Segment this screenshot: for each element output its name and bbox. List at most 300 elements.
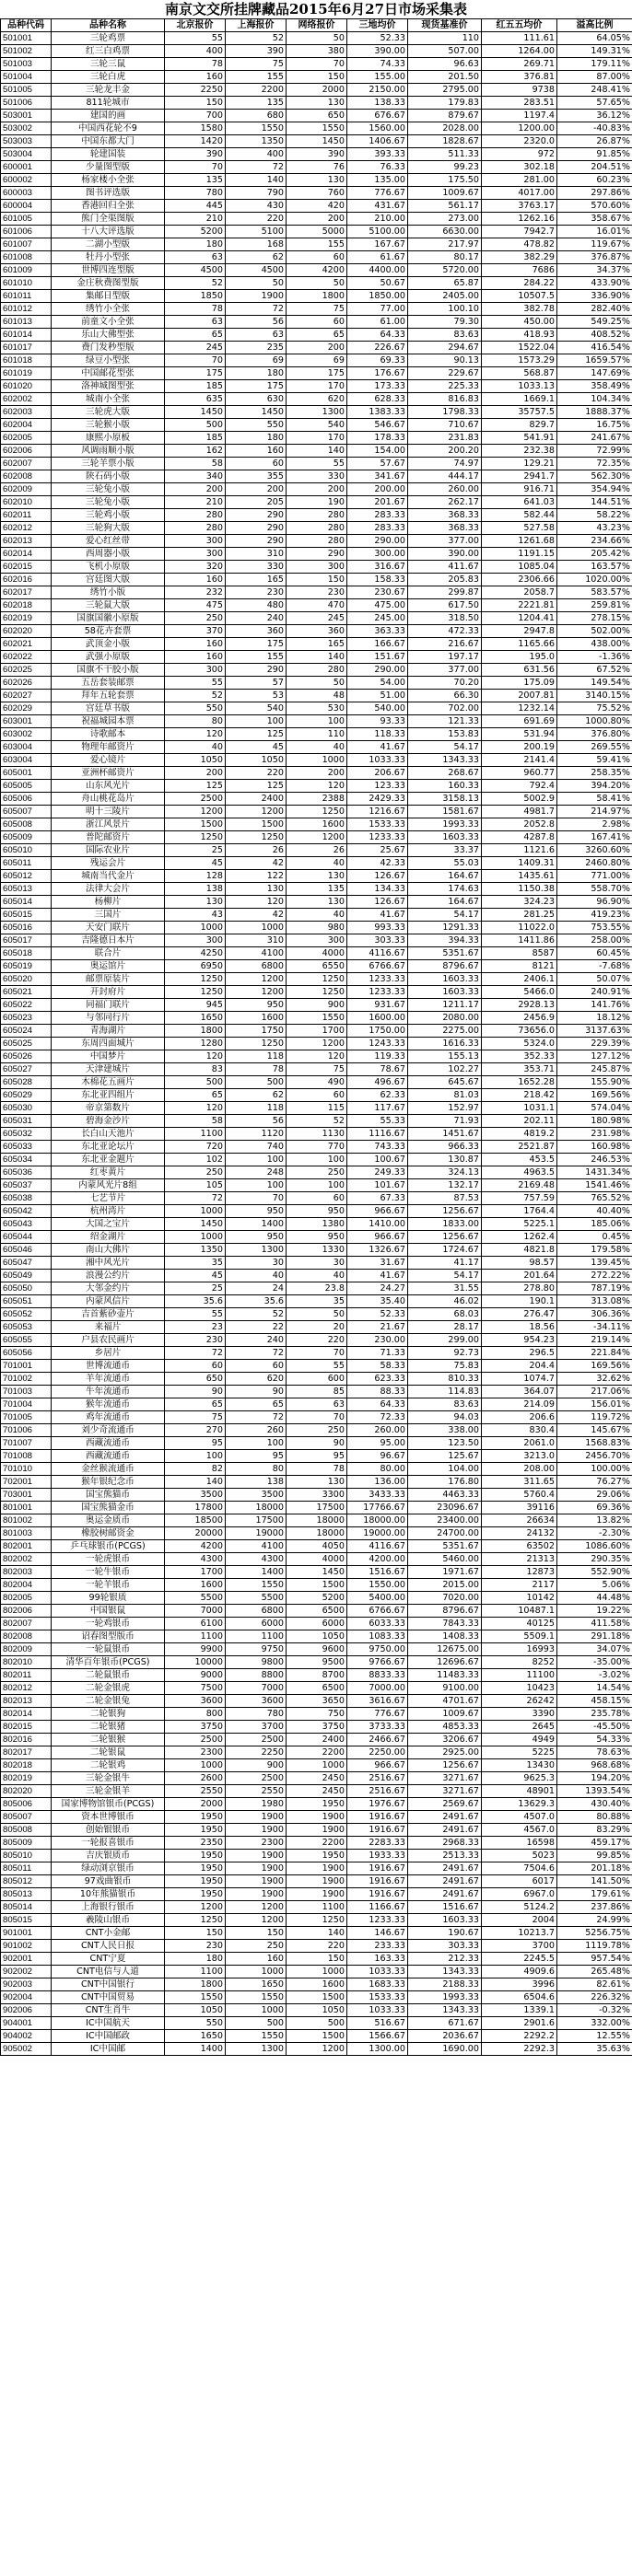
table-row xyxy=(1,1991,632,2004)
cell-code: 601011 xyxy=(1,290,52,303)
cell-code: 805009 xyxy=(1,1837,52,1850)
cell-shanghai: 260 xyxy=(226,1424,287,1437)
cell-beijing: 550 xyxy=(165,702,226,715)
cell-premium: 1568.83% xyxy=(557,1437,632,1450)
table-row xyxy=(1,1115,632,1128)
cell-code: 602004 xyxy=(1,419,52,432)
cell-code: 701008 xyxy=(1,1450,52,1463)
cell-premium: 76.27% xyxy=(557,1476,632,1489)
cell-premium: 549.25% xyxy=(557,316,632,329)
cell-avg: 1976.67 xyxy=(347,1798,408,1811)
cell-beijing: 23 xyxy=(165,1321,226,1334)
cell-beijing: 1250 xyxy=(165,831,226,844)
cell-base: 132.17 xyxy=(408,1179,482,1192)
cell-beijing: 150 xyxy=(165,1927,226,1940)
cell-premium: 2.98% xyxy=(557,818,632,831)
cell-5day: 26634 xyxy=(482,1514,557,1527)
cell-name: 香港回归全张 xyxy=(52,200,165,213)
cell-online: 55 xyxy=(287,1360,347,1373)
cell-5day: 1197.4 xyxy=(482,110,557,122)
cell-premium: 204.51% xyxy=(557,161,632,174)
cell-premium: 44.48% xyxy=(557,1592,632,1605)
cell-premium: -0.32% xyxy=(557,2004,632,2017)
cell-shanghai: 2250 xyxy=(226,1746,287,1759)
cell-online: 1050 xyxy=(287,2004,347,2017)
table-row xyxy=(1,58,632,71)
cell-online: 120 xyxy=(287,1050,347,1063)
cell-online: 1500 xyxy=(287,1579,347,1592)
cell-name: 熊门全渠图版 xyxy=(52,213,165,226)
table-row xyxy=(1,960,632,973)
cell-online: 52 xyxy=(287,1115,347,1128)
cell-avg: 2283.33 xyxy=(347,1837,408,1850)
table-row xyxy=(1,1837,632,1850)
cell-premium: 147.69% xyxy=(557,367,632,380)
cell-shanghai: 220 xyxy=(226,213,287,226)
cell-code: 501005 xyxy=(1,84,52,97)
cell-beijing: 135 xyxy=(165,174,226,187)
cell-avg: 151.67 xyxy=(347,651,408,664)
table-row xyxy=(1,1295,632,1308)
cell-online: 3750 xyxy=(287,1721,347,1734)
cell-avg: 2516.67 xyxy=(347,1772,408,1785)
cell-5day: 39116 xyxy=(482,1502,557,1514)
cell-avg: 8833.33 xyxy=(347,1669,408,1682)
cell-online: 1600 xyxy=(287,818,347,831)
cell-online: 1250 xyxy=(287,806,347,818)
cell-shanghai: 35.6 xyxy=(226,1295,287,1308)
cell-name: 武强小原版 xyxy=(52,651,165,664)
cell-name: CNT人民日报 xyxy=(52,1940,165,1953)
cell-avg: 118.33 xyxy=(347,728,408,741)
cell-code: 605008 xyxy=(1,818,52,831)
cell-base: 2925.00 xyxy=(408,1746,482,1759)
cell-name: 绣竹小版 xyxy=(52,586,165,599)
cell-shanghai: 57 xyxy=(226,677,287,690)
cell-premium: 1888.37% xyxy=(557,406,632,419)
cell-avg: 62.33 xyxy=(347,1089,408,1102)
table-row xyxy=(1,1205,632,1218)
table-row xyxy=(1,1050,632,1063)
cell-avg: 126.67 xyxy=(347,896,408,909)
cell-5day: 7504.6 xyxy=(482,1862,557,1875)
cell-name: 城南当代金片 xyxy=(52,870,165,883)
cell-code: 701005 xyxy=(1,1411,52,1424)
table-row xyxy=(1,1759,632,1772)
cell-avg: 57.67 xyxy=(347,458,408,470)
cell-code: 605032 xyxy=(1,1128,52,1141)
cell-name: 西藏流通币 xyxy=(52,1450,165,1463)
cell-code: 605030 xyxy=(1,1102,52,1115)
cell-5day: 5324.0 xyxy=(482,1038,557,1050)
cell-5day: 527.58 xyxy=(482,522,557,535)
table-row xyxy=(1,1798,632,1811)
cell-beijing: 70 xyxy=(165,161,226,174)
cell-beijing: 1450 xyxy=(165,1218,226,1231)
cell-base: 216.67 xyxy=(408,638,482,651)
cell-shanghai: 5500 xyxy=(226,1592,287,1605)
cell-base: 114.83 xyxy=(408,1386,482,1398)
cell-base: 810.33 xyxy=(408,1373,482,1386)
cell-name: 开封府片 xyxy=(52,986,165,999)
cell-avg: 101.67 xyxy=(347,1179,408,1192)
cell-premium: 78.63% xyxy=(557,1746,632,1759)
cell-shanghai: 1400 xyxy=(226,1566,287,1579)
cell-base: 153.83 xyxy=(408,728,482,741)
cell-premium: -3.02% xyxy=(557,1669,632,1682)
cell-shanghai: 125 xyxy=(226,780,287,793)
cell-premium: 141.50% xyxy=(557,1875,632,1888)
cell-beijing: 1000 xyxy=(165,1205,226,1218)
cell-beijing: 300 xyxy=(165,934,226,947)
cell-5day: 5002.9 xyxy=(482,793,557,806)
cell-avg: 135.00 xyxy=(347,174,408,187)
cell-shanghai: 42 xyxy=(226,909,287,922)
cell-base: 1724.67 xyxy=(408,1244,482,1257)
cell-beijing: 185 xyxy=(165,380,226,393)
cell-code: 605016 xyxy=(1,922,52,934)
cell-shanghai: 1900 xyxy=(226,1862,287,1875)
cell-shanghai: 250 xyxy=(226,1940,287,1953)
sheet-title: 南京文交所挂牌藏品2015年6月27日市场采集表 xyxy=(164,1,468,17)
cell-shanghai: 950 xyxy=(226,1205,287,1218)
cell-shanghai: 5100 xyxy=(226,226,287,238)
cell-5day: 1262.4 xyxy=(482,1231,557,1244)
cell-online: 1800 xyxy=(287,290,347,303)
cell-online: 900 xyxy=(287,999,347,1012)
cell-base: 9100.00 xyxy=(408,1682,482,1695)
cell-code: 902002 xyxy=(1,1966,52,1978)
table-row xyxy=(1,496,632,509)
cell-name: 三轮虎大版 xyxy=(52,406,165,419)
cell-avg: 61.00 xyxy=(347,316,408,329)
cell-base: 1828.67 xyxy=(408,135,482,148)
cell-shanghai: 310 xyxy=(226,548,287,561)
cell-avg: 78.67 xyxy=(347,1063,408,1076)
cell-online: 250 xyxy=(287,1424,347,1437)
cell-avg: 54.00 xyxy=(347,677,408,690)
cell-premium: 753.55% xyxy=(557,922,632,934)
cell-beijing: 2500 xyxy=(165,793,226,806)
cell-premium: 36.12% xyxy=(557,110,632,122)
cell-beijing: 635 xyxy=(165,393,226,406)
cell-beijing: 138 xyxy=(165,883,226,896)
cell-code: 802010 xyxy=(1,1656,52,1669)
cell-code: 602027 xyxy=(1,690,52,702)
cell-base: 2491.67 xyxy=(408,1875,482,1888)
cell-avg: 776.67 xyxy=(347,1708,408,1721)
cell-shanghai: 290 xyxy=(226,522,287,535)
cell-code: 600004 xyxy=(1,200,52,213)
cell-premium: 96.90% xyxy=(557,896,632,909)
cell-code: 603004 xyxy=(1,754,52,767)
cell-shanghai: 390 xyxy=(226,45,287,58)
table-row xyxy=(1,1038,632,1050)
cell-avg: 230.67 xyxy=(347,586,408,599)
cell-base: 81.03 xyxy=(408,1089,482,1102)
cell-base: 2491.67 xyxy=(408,1888,482,1901)
cell-premium: 235.78% xyxy=(557,1708,632,1721)
cell-premium: 358.49% xyxy=(557,380,632,393)
cell-avg: 35.40 xyxy=(347,1295,408,1308)
cell-shanghai: 1120 xyxy=(226,1128,287,1141)
cell-avg: 5100.00 xyxy=(347,226,408,238)
cell-name: CNT电信与人道 xyxy=(52,1966,165,1978)
cell-online: 470 xyxy=(287,599,347,612)
cell-online: 63 xyxy=(287,1398,347,1411)
cell-shanghai: 240 xyxy=(226,1334,287,1347)
table-row xyxy=(1,1579,632,1592)
cell-premium: 332.00% xyxy=(557,2017,632,2030)
cell-beijing: 280 xyxy=(165,509,226,522)
cell-shanghai: 17500 xyxy=(226,1514,287,1527)
cell-online: 620 xyxy=(287,393,347,406)
cell-avg: 166.67 xyxy=(347,638,408,651)
cell-base: 4853.33 xyxy=(408,1721,482,1734)
cell-5day: 10487.1 xyxy=(482,1605,557,1618)
cell-beijing: 18500 xyxy=(165,1514,226,1527)
table-row xyxy=(1,419,632,432)
cell-shanghai: 45 xyxy=(226,741,287,754)
cell-5day: 218.42 xyxy=(482,1089,557,1102)
cell-beijing: 500 xyxy=(165,419,226,432)
cell-beijing: 160 xyxy=(165,71,226,84)
cell-online: 760 xyxy=(287,187,347,200)
cell-online: 50 xyxy=(287,277,347,290)
cell-online: 95 xyxy=(287,1450,347,1463)
cell-name: 内蒙风光片8组 xyxy=(52,1179,165,1192)
cell-avg: 1300.00 xyxy=(347,2043,408,2056)
cell-5day: 631.56 xyxy=(482,664,557,677)
cell-shanghai: 138 xyxy=(226,1476,287,1489)
cell-code: 802017 xyxy=(1,1746,52,1759)
cell-online: 175 xyxy=(287,367,347,380)
cell-shanghai: 72 xyxy=(226,303,287,316)
cell-5day: 972 xyxy=(482,148,557,161)
cell-premium: 290.35% xyxy=(557,1553,632,1566)
cell-5day: 757.59 xyxy=(482,1192,557,1205)
cell-5day: 190.1 xyxy=(482,1295,557,1308)
cell-base: 164.67 xyxy=(408,896,482,909)
table-row xyxy=(1,264,632,277)
cell-base: 702.00 xyxy=(408,702,482,715)
cell-shanghai: 7000 xyxy=(226,1682,287,1695)
cell-avg: 136.00 xyxy=(347,1476,408,1489)
table-row xyxy=(1,393,632,406)
cell-5day: 63502 xyxy=(482,1540,557,1553)
cell-beijing: 72 xyxy=(165,1347,226,1360)
cell-premium: 72.99% xyxy=(557,445,632,458)
cell-premium: 57.65% xyxy=(557,97,632,110)
cell-shanghai: 80 xyxy=(226,1463,287,1476)
cell-name: 残运会片 xyxy=(52,857,165,870)
cell-code: 600002 xyxy=(1,174,52,187)
cell-shanghai: 740 xyxy=(226,1141,287,1154)
cell-premium: 1659.57% xyxy=(557,354,632,367)
cell-online: 250 xyxy=(287,1166,347,1179)
cell-name: 吉首紫砂壶片 xyxy=(52,1308,165,1321)
cell-code: 503003 xyxy=(1,135,52,148)
cell-code: 605001 xyxy=(1,767,52,780)
cell-shanghai: 2200 xyxy=(226,84,287,97)
cell-shanghai: 1550 xyxy=(226,122,287,135)
cell-code: 801003 xyxy=(1,1527,52,1540)
table-row xyxy=(1,1953,632,1966)
table-row xyxy=(1,1398,632,1411)
cell-name: 宫廷图大版 xyxy=(52,574,165,586)
cell-base: 54.17 xyxy=(408,909,482,922)
cell-shanghai: 120 xyxy=(226,896,287,909)
cell-5day: 830.4 xyxy=(482,1424,557,1437)
cell-name: 58花卉套票 xyxy=(52,625,165,638)
cell-base: 33.37 xyxy=(408,844,482,857)
cell-code: 602015 xyxy=(1,561,52,574)
cell-premium: 29.06% xyxy=(557,1489,632,1502)
cell-beijing: 230 xyxy=(165,1940,226,1953)
cell-beijing: 63 xyxy=(165,316,226,329)
cell-online: 9500 xyxy=(287,1656,347,1669)
cell-code: 602013 xyxy=(1,535,52,548)
cell-code: 805011 xyxy=(1,1862,52,1875)
cell-shanghai: 122 xyxy=(226,870,287,883)
cell-online: 23.8 xyxy=(287,1282,347,1295)
cell-online: 1700 xyxy=(287,1025,347,1038)
cell-base: 5460.00 xyxy=(408,1553,482,1566)
cell-5day: 16993 xyxy=(482,1643,557,1656)
cell-name: 十八大评选版 xyxy=(52,226,165,238)
cell-shanghai: 1900 xyxy=(226,1850,287,1862)
cell-shanghai: 175 xyxy=(226,380,287,393)
cell-5day: 1204.41 xyxy=(482,612,557,625)
cell-5day: 641.03 xyxy=(482,496,557,509)
cell-online: 420 xyxy=(287,200,347,213)
cell-5day: 2947.8 xyxy=(482,625,557,638)
cell-code: 801002 xyxy=(1,1514,52,1527)
cell-shanghai: 500 xyxy=(226,2017,287,2030)
cell-avg: 1560.00 xyxy=(347,122,408,135)
cell-name: CNT宁夏 xyxy=(52,1953,165,1966)
cell-shanghai: 1980 xyxy=(226,1798,287,1811)
header-avg: 三地均价 xyxy=(347,19,408,32)
cell-avg: 9750.00 xyxy=(347,1643,408,1656)
cell-5day: 4507.0 xyxy=(482,1811,557,1824)
cell-code: 601018 xyxy=(1,354,52,367)
cell-name: 杨柳片 xyxy=(52,896,165,909)
cell-premium: 419.23% xyxy=(557,909,632,922)
cell-base: 23400.00 xyxy=(408,1514,482,1527)
cell-avg: 80.00 xyxy=(347,1463,408,1476)
cell-online: 4000 xyxy=(287,947,347,960)
cell-avg: 1033.33 xyxy=(347,754,408,767)
cell-online: 50 xyxy=(287,32,347,45)
cell-online: 1200 xyxy=(287,1038,347,1050)
cell-5day: 202.11 xyxy=(482,1115,557,1128)
cell-shanghai: 900 xyxy=(226,1759,287,1772)
cell-avg: 5400.00 xyxy=(347,1592,408,1605)
cell-5day: 302.18 xyxy=(482,161,557,174)
cell-shanghai: 8800 xyxy=(226,1669,287,1682)
cell-5day: 2645 xyxy=(482,1721,557,1734)
cell-base: 7843.33 xyxy=(408,1618,482,1630)
cell-shanghai: 130 xyxy=(226,883,287,896)
cell-online: 6000 xyxy=(287,1618,347,1630)
cell-beijing: 945 xyxy=(165,999,226,1012)
cell-online: 220 xyxy=(287,1334,347,1347)
cell-code: 503001 xyxy=(1,110,52,122)
cell-base: 100.10 xyxy=(408,303,482,316)
cell-name: 三轮金银羊 xyxy=(52,1785,165,1798)
cell-premium: 2456.70% xyxy=(557,1450,632,1463)
cell-5day: 450.00 xyxy=(482,316,557,329)
cell-shanghai: 4100 xyxy=(226,1540,287,1553)
cell-beijing: 180 xyxy=(165,1953,226,1966)
table-row xyxy=(1,934,632,947)
cell-name: 爱心镜片 xyxy=(52,754,165,767)
cell-beijing: 70 xyxy=(165,354,226,367)
cell-beijing: 720 xyxy=(165,1141,226,1154)
table-row xyxy=(1,1914,632,1927)
cell-online: 6500 xyxy=(287,1682,347,1695)
cell-base: 1009.67 xyxy=(408,187,482,200)
cell-premium: 394.20% xyxy=(557,780,632,793)
cell-avg: 1410.00 xyxy=(347,1218,408,1231)
cell-premium: 179.11% xyxy=(557,58,632,71)
table-row xyxy=(1,599,632,612)
cell-beijing: 2600 xyxy=(165,1772,226,1785)
cell-shanghai: 950 xyxy=(226,999,287,1012)
cell-online: 2450 xyxy=(287,1785,347,1798)
cell-avg: 74.33 xyxy=(347,58,408,71)
cell-online: 76 xyxy=(287,161,347,174)
cell-base: 12696.67 xyxy=(408,1656,482,1669)
cell-5day: 2521.87 xyxy=(482,1141,557,1154)
table-row xyxy=(1,896,632,909)
cell-avg: 1933.33 xyxy=(347,1850,408,1862)
table-row xyxy=(1,1618,632,1630)
cell-code: 605038 xyxy=(1,1192,52,1205)
cell-code: 605047 xyxy=(1,1257,52,1270)
cell-5day: 2058.7 xyxy=(482,586,557,599)
cell-beijing: 550 xyxy=(165,2017,226,2030)
cell-premium: 787.19% xyxy=(557,1282,632,1295)
cell-avg: 1233.33 xyxy=(347,986,408,999)
cell-name: 资本世博银币 xyxy=(52,1811,165,1824)
cell-premium: -35.00% xyxy=(557,1656,632,1669)
cell-online: 1000 xyxy=(287,754,347,767)
cell-name: 大国之宝片 xyxy=(52,1218,165,1231)
cell-beijing: 1420 xyxy=(165,135,226,148)
cell-online: 150 xyxy=(287,71,347,84)
header-name: 品种名称 xyxy=(52,19,165,32)
cell-code: 805008 xyxy=(1,1824,52,1837)
cell-avg: 67.33 xyxy=(347,1192,408,1205)
table-row xyxy=(1,806,632,818)
cell-base: 507.00 xyxy=(408,45,482,58)
cell-shanghai: 1200 xyxy=(226,806,287,818)
table-row xyxy=(1,354,632,367)
cell-beijing: 1200 xyxy=(165,1901,226,1914)
cell-avg: 3733.33 xyxy=(347,1721,408,1734)
cell-beijing: 25 xyxy=(165,844,226,857)
cell-online: 100 xyxy=(287,1154,347,1166)
cell-avg: 2250.00 xyxy=(347,1746,408,1759)
table-row xyxy=(1,857,632,870)
cell-beijing: 175 xyxy=(165,367,226,380)
cell-shanghai: 52 xyxy=(226,1308,287,1321)
cell-code: 601017 xyxy=(1,342,52,354)
table-row xyxy=(1,677,632,690)
cell-shanghai: 480 xyxy=(226,599,287,612)
